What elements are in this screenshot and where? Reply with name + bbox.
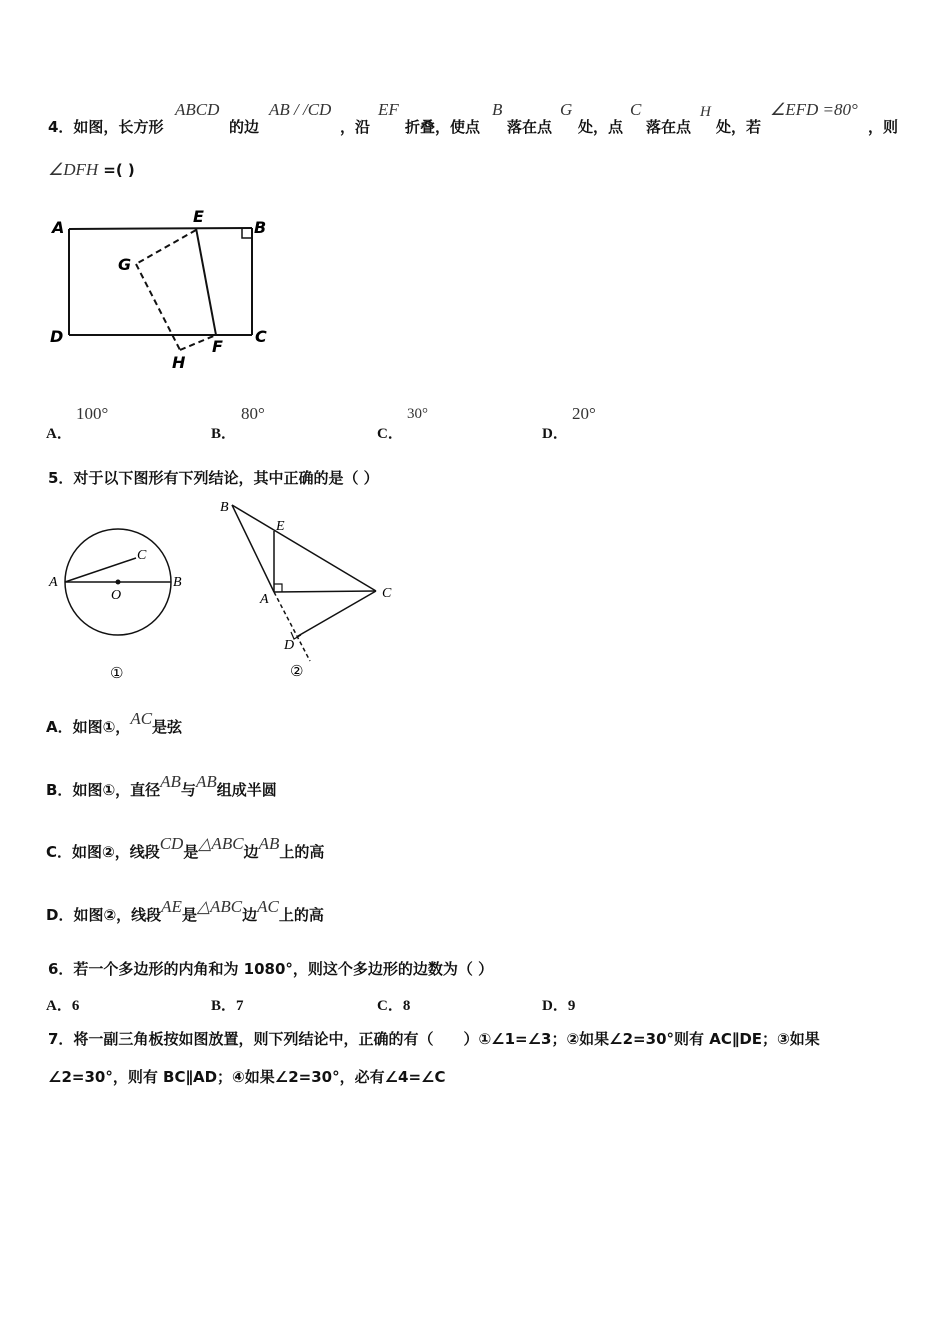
q4-text-6: 落在点 xyxy=(646,118,692,136)
q4-label-a: A xyxy=(52,218,65,237)
q4-math-g: G xyxy=(560,100,573,119)
q6-option-a-letter: A． xyxy=(46,998,72,1014)
q6-option-d-letter: D． xyxy=(542,998,568,1014)
q5-figure-1 xyxy=(44,520,194,690)
q5-option-c-text-1: 如图②，线段 xyxy=(72,843,160,861)
q5-option-c-math-3: AB xyxy=(258,834,280,853)
q4-text-5: 处，点 xyxy=(578,118,624,136)
q5-option-c-text-4: 上的高 xyxy=(279,843,325,861)
q7-line-2: ∠2=30°，则有 BC∥AD；④如果∠2=30°，必有∠4=∠C xyxy=(48,1068,446,1086)
q5-stem: 5．对于以下图形有下列结论，其中正确的是（ ） xyxy=(48,469,379,487)
q6-option-b[interactable] xyxy=(211,994,244,1015)
q5-option-d[interactable] xyxy=(46,897,324,925)
q5-option-a-text-1: 如图①， xyxy=(72,718,131,736)
q6-option-b-value: 7 xyxy=(236,998,244,1014)
q5-option-d-text-4: 上的高 xyxy=(278,906,324,924)
q5-option-b-text-1: 如图①，直径 xyxy=(72,781,161,799)
q5-fig2-label-e: E xyxy=(276,519,285,534)
q5-option-a-math-1: AC xyxy=(130,709,153,728)
q4-option-c-value: 30° xyxy=(407,406,428,422)
q4-option-d-value: 20° xyxy=(572,404,596,423)
q4-option-b-letter: B． xyxy=(211,426,237,442)
q4-label-g: G xyxy=(118,255,132,274)
q4-option-c-letter: C． xyxy=(377,426,403,442)
q4-text-3: 折叠，使点 xyxy=(405,118,481,136)
q4-math-angle-efd: ∠EFD =80° xyxy=(770,100,858,119)
q4-text-1: 的边 xyxy=(229,118,260,136)
q5-option-c-text-2: 是 xyxy=(183,843,199,861)
q5-option-b-math-2: AB xyxy=(195,772,217,791)
q6-stem: 6．若一个多边形的内角和为 1080°，则这个多边形的边数为（ ） xyxy=(48,960,494,978)
q4-dashed-eg xyxy=(136,230,196,264)
q4-math-c: C xyxy=(630,100,642,119)
q5-option-b-math-1: AB xyxy=(160,772,181,791)
q4-right-angle-mark xyxy=(242,228,252,238)
q4-text-7: 处，若 xyxy=(716,118,762,136)
q4-math-b: B xyxy=(492,100,503,119)
q5-option-b-text-3: 组成半圆 xyxy=(216,781,277,799)
q4-text-4: 落在点 xyxy=(507,118,553,136)
q4-line-1 xyxy=(48,100,908,136)
q6-option-d-value: 9 xyxy=(567,998,576,1014)
q5-chord-ac xyxy=(65,558,136,582)
q5-side-bc xyxy=(232,505,376,591)
q4-math-angle-dfh: ∠DFH xyxy=(48,160,99,179)
q6-option-d[interactable] xyxy=(542,994,575,1015)
q4-options xyxy=(46,404,746,440)
q4-math-abcd: ABCD xyxy=(175,100,220,119)
q4-dashed-hf xyxy=(180,335,216,350)
q5-option-d-letter: D． xyxy=(46,906,74,924)
q5-option-c[interactable] xyxy=(46,834,325,862)
q5-option-c-math-1: CD xyxy=(159,834,184,853)
q5-fig2-label-c: C xyxy=(382,586,392,601)
q5-fig1-label-b: B xyxy=(173,575,182,590)
q5-option-a-text-2: 是弦 xyxy=(152,718,183,736)
q5-fig1-label-o: O xyxy=(111,588,122,603)
q4-label-d: D xyxy=(50,327,64,346)
q5-fig2-label-d: D xyxy=(284,638,295,653)
q4-label-c: C xyxy=(255,327,267,346)
q6-option-a-value: 6 xyxy=(71,998,80,1014)
q5-figure-2 xyxy=(210,495,410,685)
q4-label-f: F xyxy=(212,337,223,356)
q4-math-ef: EF xyxy=(378,100,399,119)
q4-label-b: B xyxy=(254,218,267,237)
q5-center-point xyxy=(116,580,121,585)
q4-edge-ab xyxy=(69,228,252,229)
q5-fig1-label-c: C xyxy=(137,548,147,563)
q4-math-ab-cd: AB / /CD xyxy=(269,100,332,119)
q5-fig2-caption: ② xyxy=(290,662,304,680)
q5-option-d-text-1: 如图②，线段 xyxy=(73,906,162,924)
q4-option-a-letter: A． xyxy=(46,426,72,442)
q5-option-d-math-1: AE xyxy=(161,897,182,916)
q4-label-e: E xyxy=(193,207,204,226)
q4-math-h: H xyxy=(700,104,711,120)
q5-side-ac xyxy=(274,591,376,592)
q5-option-c-text-3: 边 xyxy=(243,843,259,861)
q4-number-text: 4．如图，长方形 xyxy=(48,118,164,136)
q5-option-c-letter: C． xyxy=(46,843,73,861)
q4-text-8: ，则 xyxy=(868,118,899,136)
q4-dashed-gh xyxy=(136,264,180,350)
q5-fig1-caption: ① xyxy=(110,664,124,682)
q5-right-angle-a xyxy=(274,584,282,592)
q5-option-a-letter: A． xyxy=(46,718,73,736)
q5-option-b-letter: B． xyxy=(46,781,73,799)
q5-option-d-math-3: AC xyxy=(257,897,279,916)
q4-figure xyxy=(44,200,284,380)
q4-option-d-letter: D． xyxy=(542,426,568,442)
q4-fold-line-ef xyxy=(196,228,216,335)
q5-option-c-math-2: △ABC xyxy=(198,834,244,853)
q6-option-c-letter: C． xyxy=(377,998,403,1014)
q6-option-c-value: 8 xyxy=(402,998,411,1014)
q7-line-1: 7．将一副三角板按如图放置，则下列结论中，正确的有（ ）①∠1=∠3；②如果∠2=30°则有 AC∥DE；③如果 xyxy=(48,1030,820,1048)
q5-option-b-text-2: 与 xyxy=(180,781,196,799)
q4-paren: =( ) xyxy=(103,161,135,179)
q6-option-a[interactable] xyxy=(46,994,79,1015)
q6-option-c[interactable] xyxy=(377,994,410,1015)
q5-option-d-text-3: 边 xyxy=(242,906,258,924)
q5-fig2-label-b: B xyxy=(220,500,229,515)
q5-option-d-text-2: 是 xyxy=(181,906,197,924)
q5-fig1-label-a: A xyxy=(49,575,58,590)
q5-fig2-label-a: A xyxy=(260,592,269,607)
q5-option-b[interactable] xyxy=(46,772,277,800)
q4-text-2: ，沿 xyxy=(340,118,371,136)
q4-option-a-value: 100° xyxy=(76,404,109,423)
q4-line-2 xyxy=(48,160,135,180)
q6-option-b-letter: B． xyxy=(211,998,237,1014)
q5-segment-cd xyxy=(298,591,376,636)
q5-option-a[interactable] xyxy=(46,709,183,737)
q5-option-d-math-2: △ABC xyxy=(196,897,243,916)
q4-option-b-value: 80° xyxy=(241,404,265,423)
q4-label-h: H xyxy=(172,353,186,372)
